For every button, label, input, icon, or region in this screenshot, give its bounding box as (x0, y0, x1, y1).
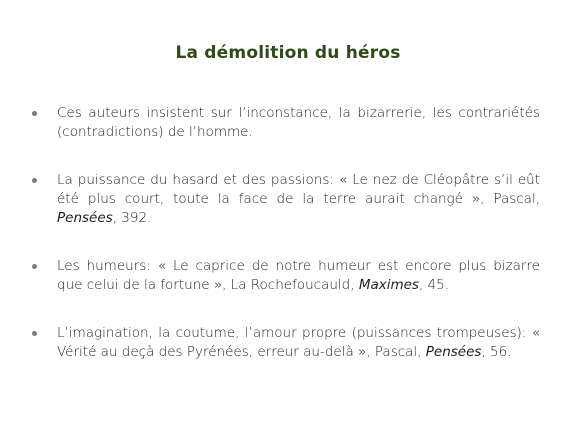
bullet-text: , 56. (481, 344, 512, 360)
work-title: Maximes (358, 277, 419, 293)
bullet-dot (32, 178, 37, 183)
bullet-text: La puissance du hasard et des passions: « Le nez de Cléopâtre s’il eût été plus court, toute la face de la terre aurait changé », Pascal, (57, 172, 540, 207)
bullet-text: L’imagination, la coutume, l’amour propre (puissances trompeuses): « Vérité au deçà des Pyrénées, erreur au-delà », Pascal, (57, 325, 540, 360)
bullet-item-inconstance (30, 104, 540, 142)
bullet-text: , 45. (418, 277, 450, 293)
bullet-item-hasard (30, 171, 540, 228)
bullet-item-humeurs (30, 257, 540, 295)
bullet-list (30, 104, 540, 362)
bullet-dot (32, 331, 37, 336)
slide-title: La démolition du héros (175, 43, 401, 63)
work-title: Pensées (57, 210, 113, 226)
bullet-dot (32, 111, 37, 116)
bullet-item-imagination (30, 324, 540, 362)
bullet-text: , 392. (112, 210, 152, 226)
bullet-text: Les humeurs: « Le caprice de notre humeur est encore plus bizarre que celui de la fortune », La Rochefoucauld, (57, 258, 540, 293)
bullet-text: Ces auteurs insistent sur l’inconstance, la bizarrerie, les contrariétés (contradictions) de l’homme. (57, 105, 540, 140)
work-title: Pensées (425, 344, 482, 360)
bullet-dot (32, 264, 37, 269)
